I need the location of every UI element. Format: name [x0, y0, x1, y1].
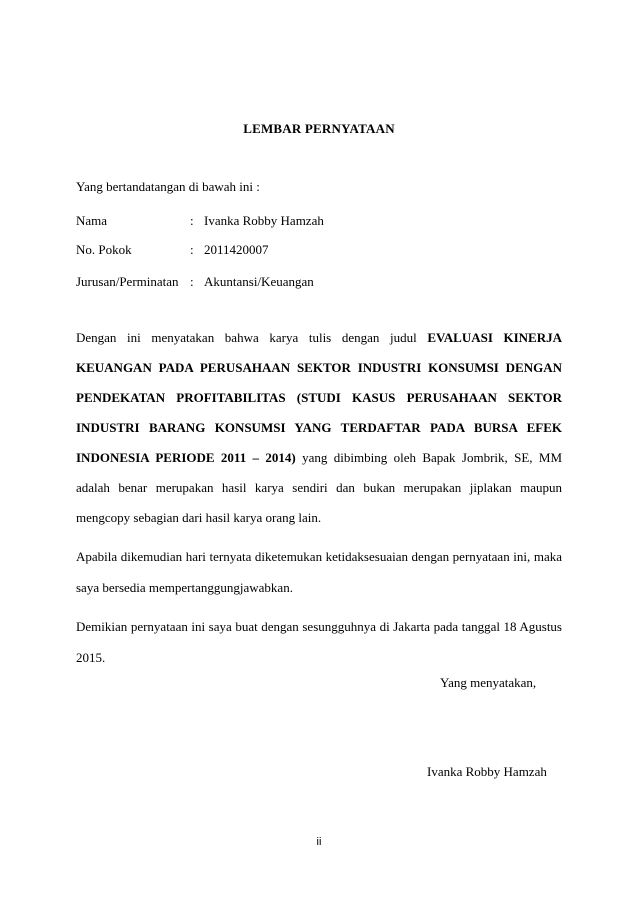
page-title: LEMBAR PERNYATAAN [243, 121, 395, 136]
paragraph3-line1: Demikian pernyataan ini saya buat dengan sesungguhnya di Jakarta pada tanggal 18 Agustus [76, 619, 562, 634]
paragraph2-line2: saya bersedia mempertanggungjawabkan. [76, 580, 293, 595]
paragraph1-line1 [76, 330, 562, 346]
intro-text: Yang bertandatangan di bawah ini : [76, 179, 260, 194]
paragraph1-line7: mengcopy sebagian dari hasil karya orang lain. [76, 510, 322, 525]
paragraph2-line1: Apabila dikemudian hari ternyata diketemukan ketidaksesuaian dengan pernyataan ini, maka [76, 549, 562, 564]
field-colon: : [190, 242, 194, 257]
paragraph1-line3: PENDEKATAN PROFITABILITAS (STUDI KASUS PERUSAHAAN SEKTOR [76, 390, 562, 405]
body-text: Dengan ini menyatakan bahwa karya tulis dengan judul [76, 330, 417, 345]
field-colon: : [190, 274, 194, 289]
closing-text: Yang menyatakan, [440, 675, 537, 690]
body-text: yang dibimbing oleh Bapak Jombrik, SE, MM [302, 450, 563, 465]
thesis-title-text: INDONESIA PERIODE 2011 – 2014) [76, 450, 296, 465]
signatory-name: Ivanka Robby Hamzah [427, 764, 547, 779]
paragraph1-line2: KEUANGAN PADA PERUSAHAAN SEKTOR INDUSTRI KONSUMSI DENGAN [76, 360, 562, 375]
thesis-title-text: EVALUASI KINERJA [427, 330, 563, 345]
field-colon: : [190, 213, 194, 228]
field-value: 2011420007 [204, 242, 269, 257]
paragraph1-line4: INDUSTRI BARANG KONSUMSI YANG TERDAFTAR PADA BURSA EFEK [76, 420, 562, 435]
field-label: Nama [76, 213, 108, 228]
paragraph3-line2: 2015. [76, 650, 106, 665]
field-value: Ivanka Robby Hamzah [204, 213, 324, 228]
field-label: No. Pokok [76, 242, 132, 257]
page-number: ii [316, 836, 322, 848]
paragraph1-line6: adalah benar merupakan hasil karya sendiri dan bukan merupakan jiplakan maupun [76, 480, 562, 495]
field-value: Akuntansi/Keuangan [204, 274, 314, 289]
paragraph1-line5 [76, 450, 562, 466]
field-label: Jurusan/Perminatan [76, 274, 179, 289]
